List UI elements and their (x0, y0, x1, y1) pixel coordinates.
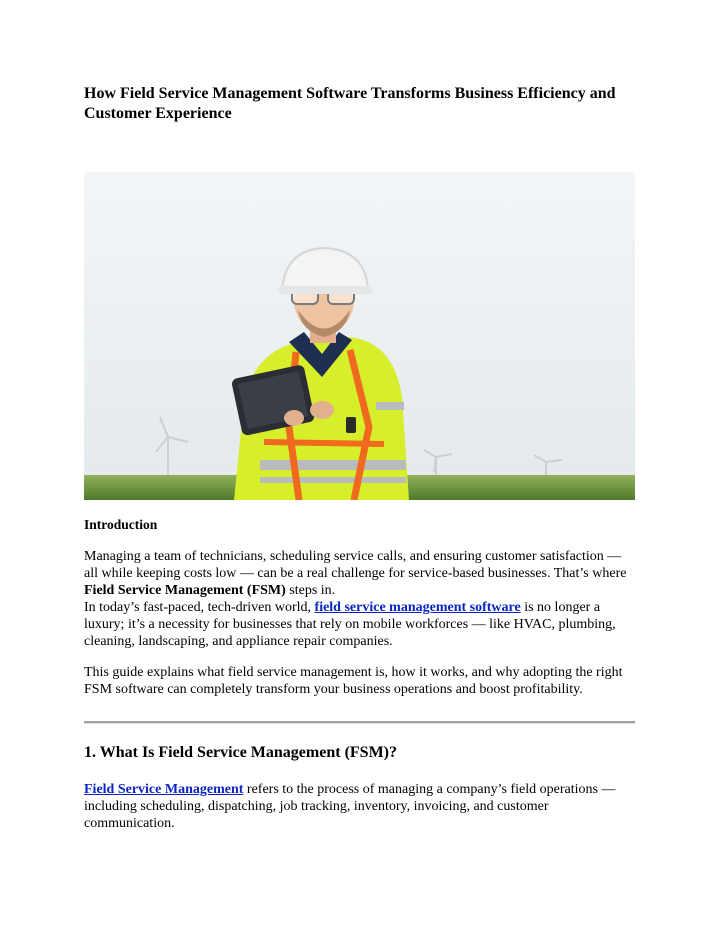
intro-paragraph-1 (84, 548, 636, 650)
intro-text-2: steps in. (285, 583, 336, 598)
intro-text-4: is no longer a luxury; it’s a necessity for businesses that rely on mobile workforces — like HVAC, plumbing, cleaning, landscaping, and appliance repair companies. (84, 600, 616, 649)
document-title: How Field Service Management Software Transforms Business Efficiency and Customer Experience (84, 85, 616, 122)
fsm-definition-link[interactable]: Field Service Management (84, 782, 244, 797)
technician-photo (84, 172, 635, 500)
section-1-text: refers to the process of managing a company’s field operations — including scheduling, dispatching, job tracking, inventory, invoicing, and customer communication. (84, 782, 616, 831)
fsm-software-link[interactable]: field service management software (314, 600, 521, 615)
horizontal-rule (84, 721, 635, 724)
intro-text-3: In today’s fast-paced, tech-driven world, (84, 600, 315, 615)
intro-paragraph-2: This guide explains what field service management is, how it works, and why adopting the right FSM software can completely transform your business operations and boost profitability. (84, 665, 623, 697)
hero-image (84, 172, 635, 500)
section-1-heading: 1. What Is Field Service Management (FSM)? (84, 744, 397, 761)
intro-text-1: Managing a team of technicians, scheduling service calls, and ensuring customer satisfaction — all while keeping costs low — can be a real challenge for service-based businesses. That’s where (84, 549, 627, 581)
section-1-paragraph (84, 781, 636, 832)
fsm-bold-term: Field Service Management (FSM) (84, 583, 286, 598)
introduction-heading: Introduction (84, 517, 158, 532)
